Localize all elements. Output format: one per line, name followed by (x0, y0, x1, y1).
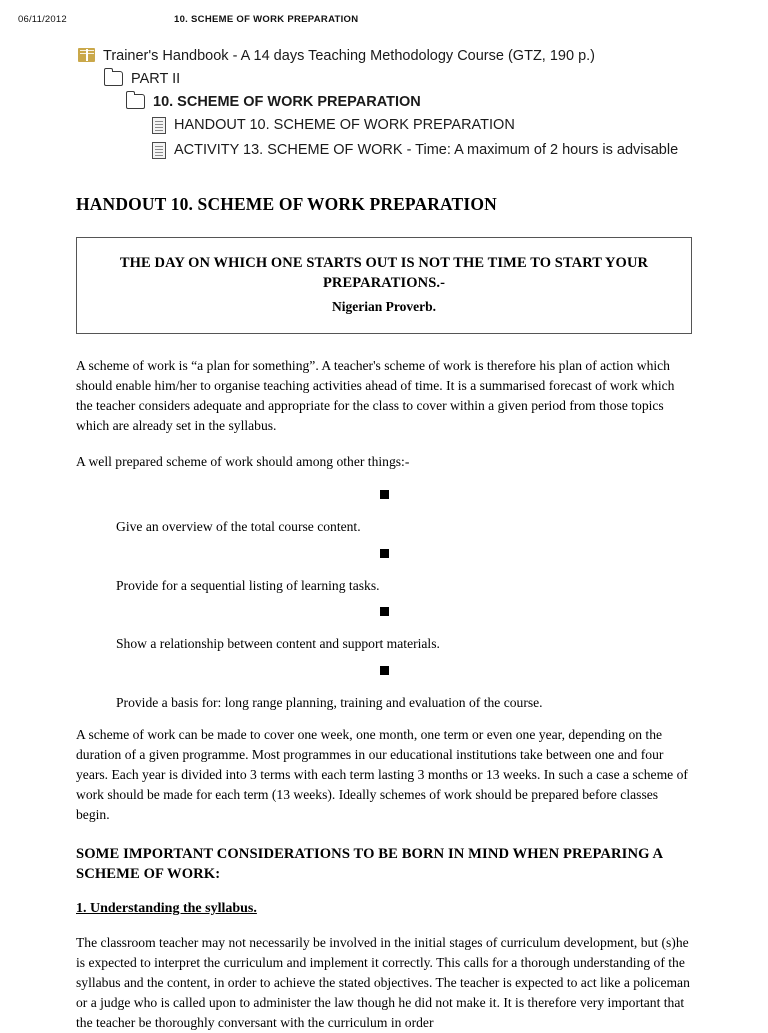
breadcrumb-item-label: HANDOUT 10. SCHEME OF WORK PREPARATION (174, 117, 515, 134)
bullet-square-icon (76, 664, 692, 679)
breadcrumb-item-handout-10[interactable] (152, 116, 768, 137)
list-item (76, 605, 692, 654)
list-item-label: Provide for a sequential listing of learning tasks. (116, 577, 380, 593)
header-title: 10. SCHEME OF WORK PREPARATION (174, 14, 359, 25)
bullet-list (76, 488, 692, 713)
paragraph-3: A scheme of work can be made to cover one week, one month, one term or even one year, depending on the duration of a given programme. Most programmes in our educational institutions take between one and four years. Each year is divided into 3 terms with each term lasting 3 months or 13 weeks. In such a case a scheme of work should be made for each term (13 weeks). Ideally schemes of work should be prepared before classes begin. (76, 726, 688, 823)
breadcrumb-item-part-ii[interactable] (104, 70, 768, 89)
quote-box (76, 237, 692, 333)
header-date: 06/11/2012 (18, 14, 67, 25)
list-item (76, 547, 692, 596)
quote-attribution: Nigerian Proverb. (332, 298, 436, 314)
document-content (76, 194, 692, 1033)
list-item-label: Show a relationship between content and support materials. (116, 636, 440, 652)
paragraph-4: The classroom teacher may not necessarily be involved in the initial stages of curriculum development, but (s)he is expected to interpret the curriculum and implement it correctly. This calls for a thorough understanding of the syllabus and the content, in order to achieve the stated objectives. The teacher is expected to act like a policeman or a judge who is called upon to administer the law though he did not make it. It is therefore very important that the teacher be thoroughly conversant with the curriculum in order (76, 934, 690, 1031)
list-item (76, 488, 692, 537)
list-item (76, 664, 692, 713)
breadcrumb (0, 47, 768, 162)
bullet-square-icon (76, 488, 692, 503)
paragraph-1: A scheme of work is “a plan for something”. A teacher's scheme of work is therefore his plan of action which should enable him/her to organise teaching activities ahead of time. It is a summarised forecast of work which the teacher considers adequate and appropriate for the class to cover within a given period from those topics which are already set in the syllabus. (76, 357, 675, 433)
bullet-square-icon (76, 605, 692, 620)
folder-icon (104, 71, 123, 90)
breadcrumb-item-scheme-of-work-preparation[interactable] (126, 93, 768, 112)
breadcrumb-item-label: ACTIVITY 13. SCHEME OF WORK - Time: A maximum of 2 hours is advisable (174, 142, 679, 159)
breadcrumb-item-label: 10. SCHEME OF WORK PREPARATION (153, 94, 421, 111)
document-icon (152, 117, 166, 138)
list-item-label: Provide a basis for: long range planning, training and evaluation of the course. (116, 695, 543, 711)
book-icon (78, 48, 95, 66)
list-item-label: Give an overview of the total course content. (116, 519, 361, 535)
breadcrumb-item-activity-13[interactable] (152, 141, 768, 162)
breadcrumb-item-label: PART II (131, 71, 181, 88)
breadcrumb-item-handbook[interactable] (78, 47, 768, 66)
section-heading: SOME IMPORTANT CONSIDERATIONS TO BE BORN IN MIND WHEN PREPARING A SCHEME OF WORK: (76, 846, 663, 883)
document-icon (152, 142, 166, 163)
quote-text: THE DAY ON WHICH ONE STARTS OUT IS NOT THE TIME TO START YOUR PREPARATIONS.- (119, 255, 649, 291)
subsection-heading: 1. Understanding the syllabus. (76, 900, 257, 916)
breadcrumb-item-label: Trainer's Handbook - A 14 days Teaching Methodology Course (GTZ, 190 p.) (103, 48, 596, 64)
page-title: HANDOUT 10. SCHEME OF WORK PREPARATION (76, 194, 497, 215)
folder-icon (126, 94, 145, 113)
paragraph-2: A well prepared scheme of work should among other things:- (76, 453, 410, 469)
page-header (0, 0, 768, 25)
bullet-square-icon (76, 547, 692, 562)
